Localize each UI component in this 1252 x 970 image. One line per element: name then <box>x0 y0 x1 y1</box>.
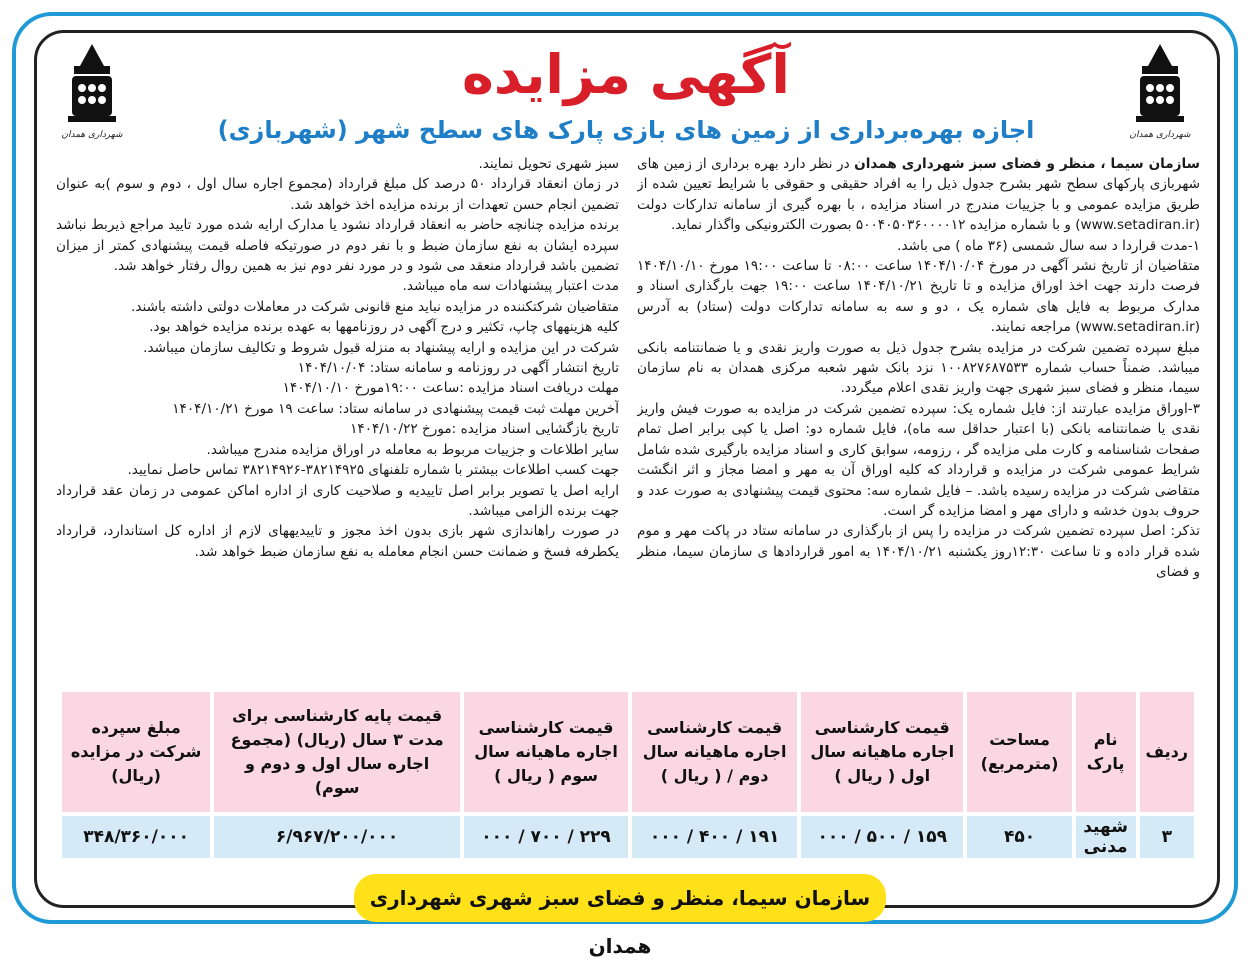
paragraph-text: تذکر: اصل سپرده تضمین شرکت در مزایده را پس از بارگذاری در سامانه ستاد در پاکت مهر و موم شده قرار داده و تا ساعت ۱۲:۳۰روز یکشنبه ۱۴۰۴/۱۰/۲۱ به امور قراردادها ی سازمان سیما، منظر و فضای <box>637 523 1200 581</box>
column-header: قیمت کارشناسی اجاره ماهیانه سال اول ( ریال ) <box>801 692 963 812</box>
paragraph: سبز شهری تحویل نمایند. <box>478 156 619 172</box>
paragraph: برنده مزایده چنانچه حاضر به انعقاد قرارداد نشود یا مدارک ارایه شده مورد تایید مراجع ذیربط نباشد سپرده ایشان به نفع سازمان ضبط و با نفر دوم در صورتیکه فاصله قیمت پیشنهادی کمتر از میزان تضمین باشد قرارداد منعقد می شود و در مورد نفر دوم نیز به همین روال رفتار خواهد شد. <box>56 217 619 275</box>
footer-banner: سازمان سیما، منظر و فضای سبز شهری شهرداری همدان <box>354 874 886 922</box>
paragraph: تاریخ انتشار آگهی در روزنامه و سامانه ستاد: ۱۴۰۴/۱۰/۰۴ <box>297 360 619 377</box>
page-title: آگهی مزایده <box>462 43 790 106</box>
table-cell: ۳۴۸/۳۶۰/۰۰۰ <box>62 816 210 858</box>
paragraph: کلیه هزینههای چاپ، تکثیر و درج آگهی در روزنامهها به عهده برنده مزایده خواهد بود. <box>149 319 619 336</box>
paragraph: متقاضیان شرکتکننده در مزایده نباید منع قانونی شرکت در معاملات دولتی داشته باشند. <box>131 298 619 315</box>
paragraph <box>637 399 1200 521</box>
table-cell: ۱۵۹ / ۵۰۰ / ۰۰۰ <box>801 816 963 858</box>
paragraph: جهت کسب اطلاعات بیشتر با شماره تلفنهای ۳۸۲۱۴۹۲۵-۳۸۲۱۴۹۲۶ تماس حاصل نمایید. <box>127 462 619 479</box>
paragraph: در زمان انعقاد قرارداد ۵۰ درصد کل مبلغ قرارداد (مجموع اجاره سال اول ، دوم و سوم )به عنوان تضمین انجام حسن تعهدات از برنده مزایده اخذ خواهد شد. <box>56 176 619 213</box>
auction-table <box>58 688 1198 862</box>
logo-caption: شهرداری همدان <box>61 130 123 140</box>
column-header: ردیف <box>1140 692 1194 812</box>
column-header: قیمت کارشناسی اجاره ماهیانه سال دوم / ( ریال ) <box>632 692 797 812</box>
paragraph-text: مبلغ سپرده تضمین شرکت در مزایده بشرح جدول ذیل به صورت واریز نقدی و یا ضمانتنامه بانکی میباشد. ضمناً حساب شماره ۱۰۰۸۲۷۶۸۷۵۳۳ نزد بانک شهر شعبه مرکزی همدان به نام سازمان سیما، منظر و فضای سبز شهری جهت واریز نقدی اعلام میگردد. <box>637 339 1200 397</box>
paragraph <box>637 338 1200 399</box>
paragraph: مهلت دریافت اسناد مزایده :ساعت ۱۹:۰۰مورخ ۱۴۰۴/۱۰/۱۰ <box>282 380 619 397</box>
table-cell: شهید مدنی <box>1076 816 1136 858</box>
table-cell: ۲۲۹ / ۷۰۰ / ۰۰۰ <box>464 816 628 858</box>
table-body <box>62 816 1194 858</box>
paragraph: در صورت راهاندازی شهر بازی بدون اخذ مجوز و تاییدیههای لازم از اداره کل استاندارد، قرارداد یکطرفه فسخ و ضمانت حسن انجام معامله به نفع سازمان ضبط خواهد شد. <box>56 523 619 560</box>
column-header: قیمت پایه کارشناسی برای مدت ۳ سال (ریال) (مجموع اجاره سال اول و دوم و سوم) <box>214 692 460 812</box>
paragraph <box>637 154 1200 236</box>
paragraph: تاریخ بازگشایی اسناد مزایده :مورخ ۱۴۰۴/۱۰/۲۲ <box>350 421 619 438</box>
organization-name: سازمان سیما ، منظر و فضای سبز شهرداری همدان <box>854 156 1200 172</box>
table-cell: ۳ <box>1140 816 1194 858</box>
paragraph: آخرین مهلت ثبت قیمت پیشنهادی در سامانه ستاد: ساعت ۱۹ مورخ ۱۴۰۴/۱۰/۲۱ <box>172 400 619 417</box>
paragraph: شرکت در این مزایده و ارایه پیشنهاد به منزله قبول شروط و تکالیف سازمان میباشد. <box>143 339 619 356</box>
body-columns <box>56 154 1200 680</box>
paragraph: مدت اعتبار پیشنهادات سه ماه میباشد. <box>402 278 619 295</box>
table-row <box>62 816 1194 858</box>
paragraph-text: ۳-اوراق مزایده عبارتند از: فایل شماره یک: سپرده تضمین شرکت در مزایده به صورت فیش واریز نقدی یا ضمانتنامه بانکی (با اعتبار حداقل سه ماه)، فایل شماره دو: اصل یا کپی برابر اصل تمام صفحات شناسنامه و کارت ملی مزایده گر ، رزومه، سوابق کاری و اسناد مزایده بارگیری شده شامل شرایط عمومی شرکت در مزایده و قرارداد که کلیه اوراق آن به مهر و امضا مجاز و اثر انگشت متقاضی شرکت در مزایده رسیده باشد. – فایل شماره سه: محتوی قیمت پیشنهادی به صورت عدد و حروف بدون خدشه و دارای مهر و امضا مزایده گر است. <box>637 400 1200 519</box>
paragraph <box>637 521 1200 582</box>
paragraph-text: در نظر دارد بهره برداری از زمین های شهربازی پارکهای سطح شهر بشرح جدول ذیل را به افراد حقیقی و حقوقی با شرایط تعیین شده از طریق مزایده عمومی و با جزییات مندرج در اسناد مزایده ، با بهره گیری از سامانه تدارکات دولت (www.setadiran.ir) و با شماره مزایده ۵۰۰۴۰۵۰۳۶۰۰۰۰۱۲ بصورت الکترونیکی واگذار نماید. <box>637 156 1200 234</box>
table-cell: ۱۹۱ / ۴۰۰ / ۰۰۰ <box>632 816 797 858</box>
table-cell: ۴۵۰ <box>967 816 1071 858</box>
logo-caption: شهرداری همدان <box>1129 130 1191 140</box>
page-subtitle: اجازه بهره‌برداری از زمین های بازی پارک های سطح شهر (شهربازی) <box>217 116 1035 144</box>
paragraph <box>637 256 1200 338</box>
column-header: نام پارک <box>1076 692 1136 812</box>
paragraph: سایر اطلاعات و جزییات مربوط به معامله در اوراق مزایده مندرج میباشد. <box>206 441 619 458</box>
column-header: قیمت کارشناسی اجاره ماهیانه سال سوم ( ریال ) <box>464 692 628 812</box>
paragraph-text: متقاضیان از تاریخ نشر آگهی در مورخ ۱۴۰۴/۱۰/۰۴ ساعت ۰۸:۰۰ تا ساعت ۱۹:۰۰ مورخ ۱۴۰۴/۱۰/۱۰ فرصت دارند جهت اخذ اوراق مزایده و تا تاریخ ۱۴۰۴/۱۰/۲۱ ساعت ۱۹:۰۰ جهت بارگذاری اسناد و مدارک مربوط به فایل های شماره یک ، دو و سه به سامانه تدارکات دولت (ستاد) به آدرس (www.setadiran.ir) مراجعه نمایند. <box>637 258 1200 336</box>
left-column <box>56 154 619 680</box>
paragraph <box>637 236 1200 256</box>
right-column <box>637 154 1200 680</box>
paragraph-text: ۱-مدت قراردا د سه سال شمسی (۳۶ ماه ) می باشد. <box>897 237 1200 254</box>
paragraph: ارایه اصل یا تصویر برابر اصل تاییدیه و صلاحیت کاری از اداره اماکن عمومی در زمان عقد قرارداد جهت برنده الزامی میباشد. <box>56 482 619 519</box>
table-cell: ۶/۹۶۷/۲۰۰/۰۰۰ <box>214 816 460 858</box>
column-header: مبلغ سپرده شرکت در مزایده (ریال) <box>62 692 210 812</box>
column-header: مساحت (مترمربع) <box>967 692 1071 812</box>
table-header-row <box>62 692 1194 812</box>
